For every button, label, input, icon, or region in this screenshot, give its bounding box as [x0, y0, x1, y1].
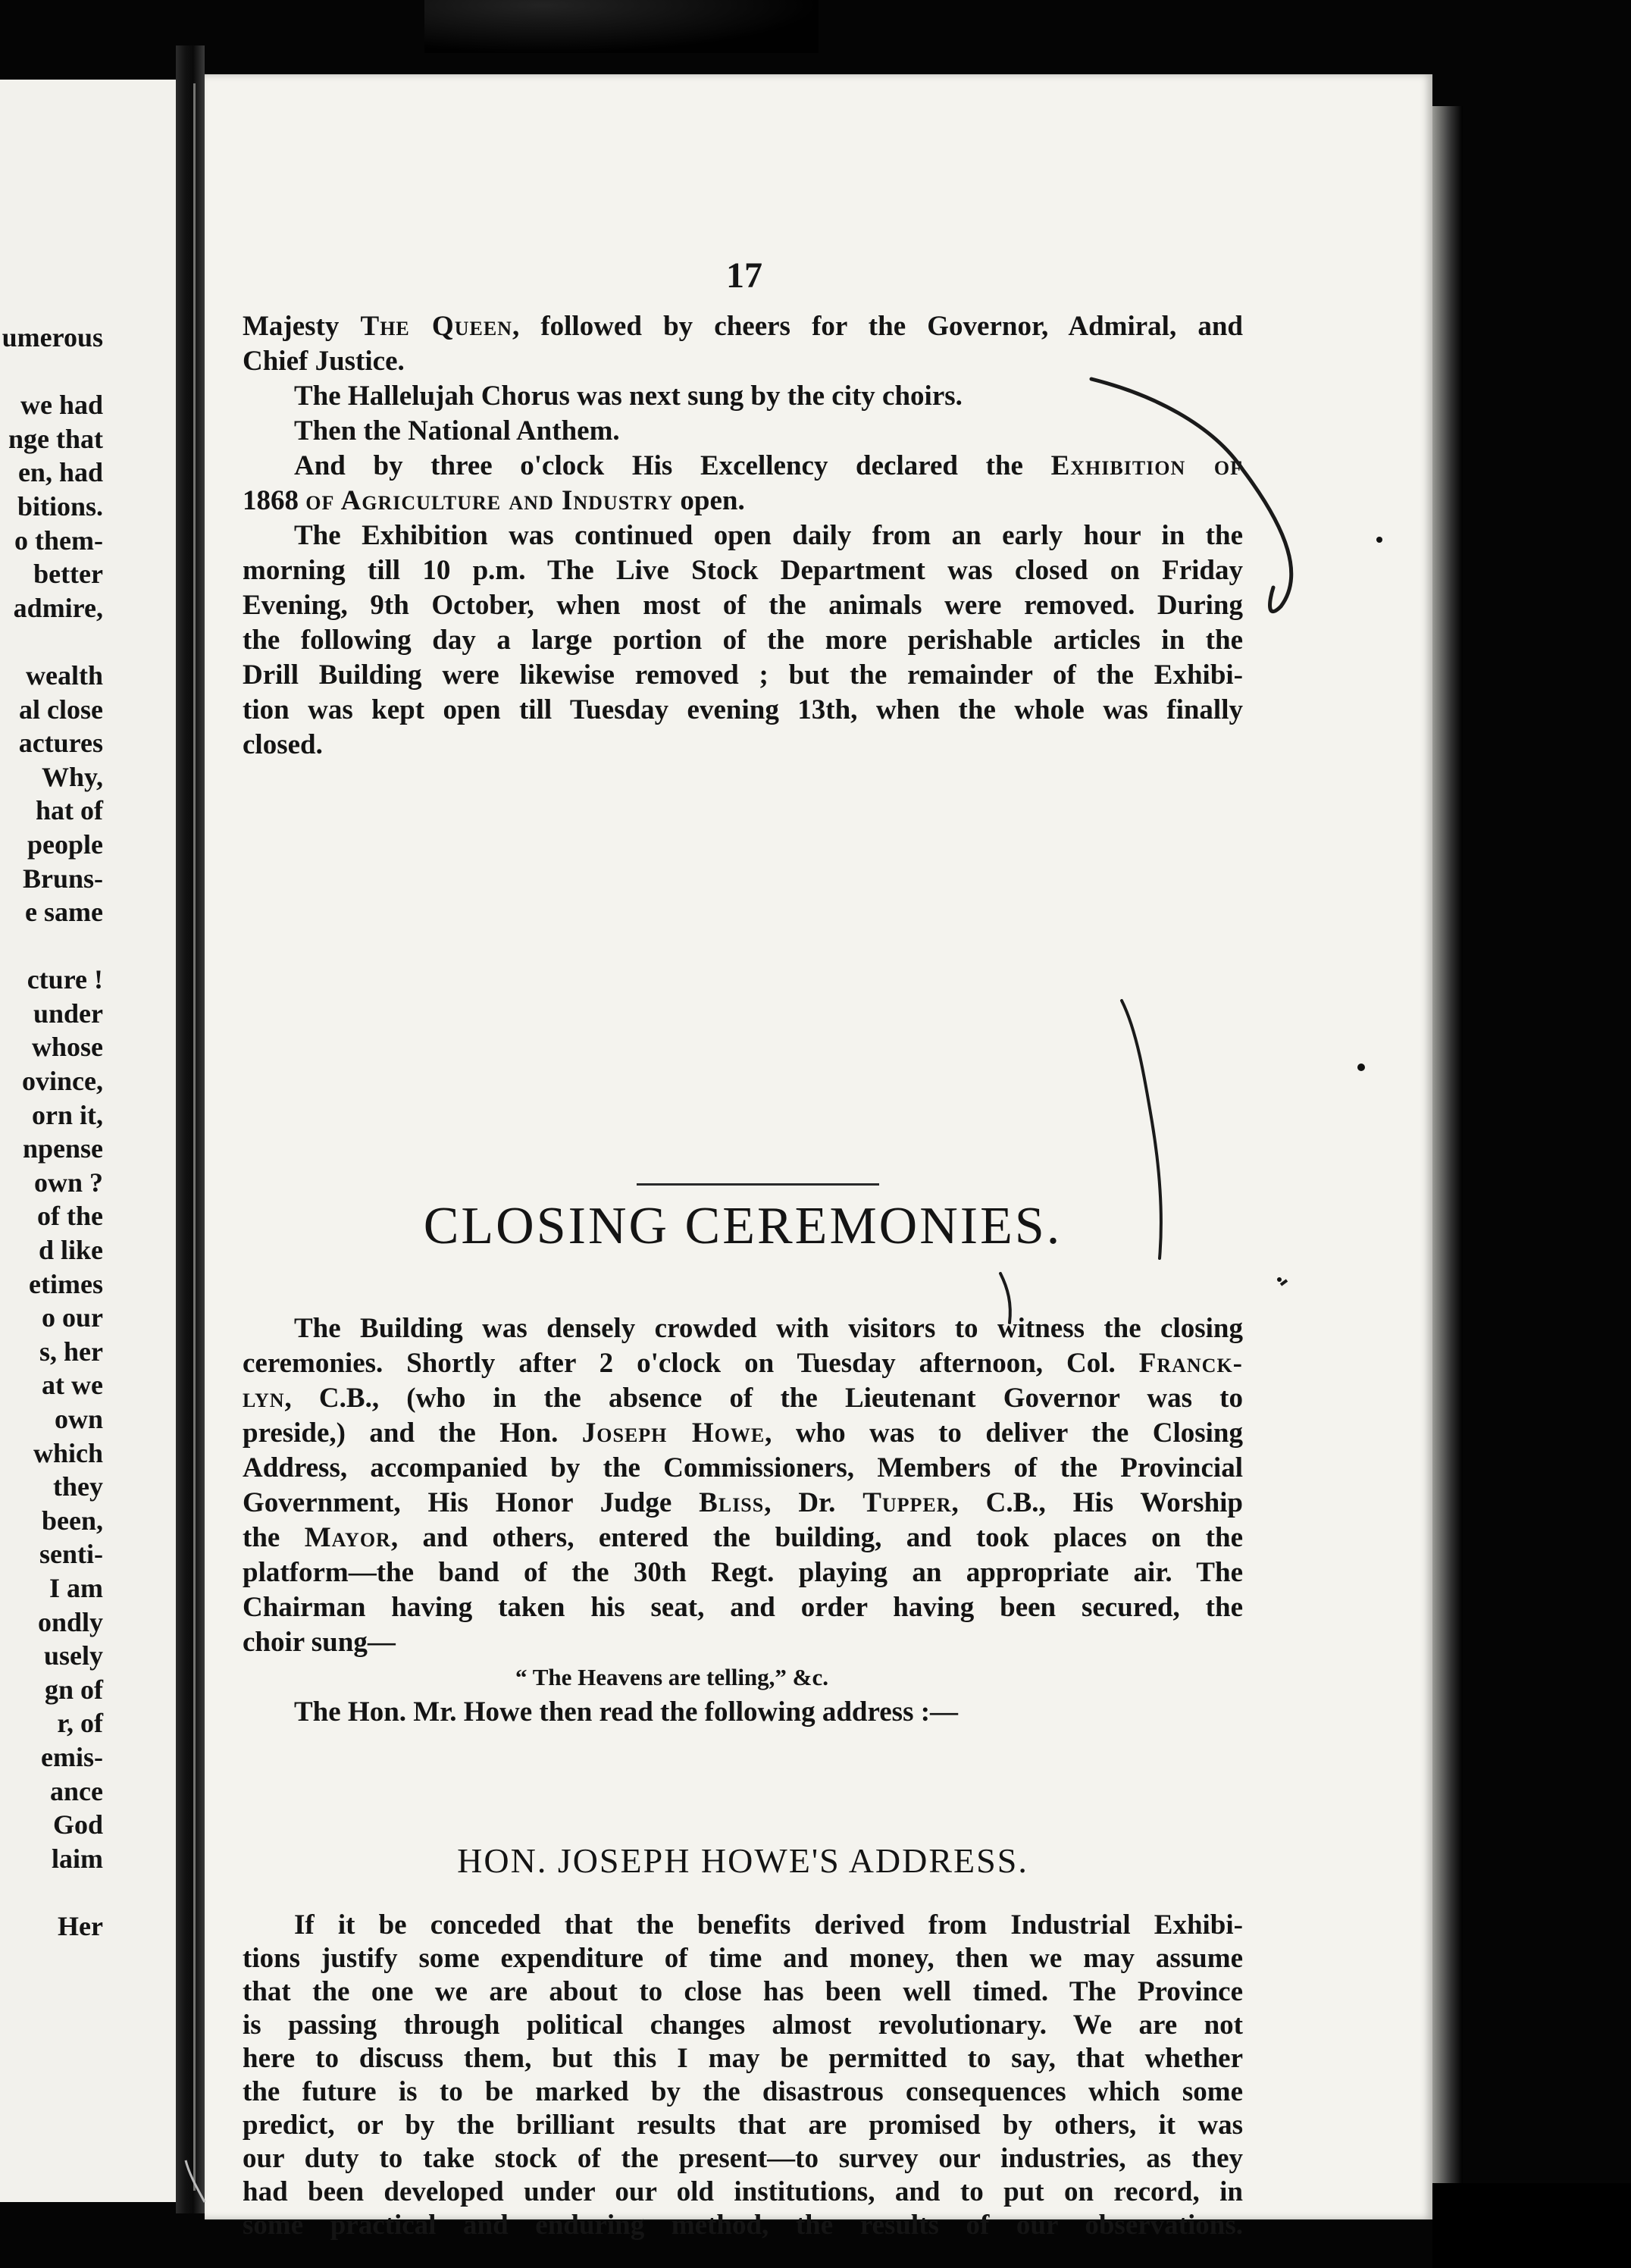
text-line: If it be conceded that the benefits derived from Industrial Exhibi- — [294, 1909, 1243, 1941]
facing-page-line: d like — [38, 1235, 103, 1266]
text-line: our duty to take stock of the present—to survey our industries, as they — [243, 2143, 1243, 2174]
text-line: the future is to be marked by the disastrous consequences which some — [243, 2076, 1243, 2107]
facing-page-line: better — [33, 559, 103, 590]
text-line: 1868 of Agriculture and Industry open. — [243, 485, 745, 516]
facing-page-line: senti- — [39, 1539, 103, 1570]
text-line: Drill Building were likewise removed ; but the remainder of the Exhibi- — [243, 659, 1243, 691]
address-paragraph — [243, 1909, 1243, 2242]
facing-page-fragment — [0, 80, 176, 2202]
page-right-edge — [1432, 106, 1463, 2198]
gutter-fold-line — [193, 83, 196, 2191]
facing-page-line: wealth — [26, 659, 103, 691]
text-line: some practical and enduring method, the results of our observations. — [243, 2210, 1243, 2241]
page-body — [243, 309, 1244, 2241]
facing-page-line: under — [33, 998, 103, 1029]
text-line: platform—the band of the 30th Regt. playing an appropriate air. The — [243, 1557, 1243, 1588]
facing-page-line: of the — [37, 1201, 103, 1232]
facing-page-line: which — [33, 1437, 103, 1468]
text-line: And by three o'clock His Excellency declared the Exhibition of — [294, 450, 1243, 481]
text-line: Majesty The Queen, followed by cheers for the Governor, Admiral, and — [243, 311, 1243, 342]
facing-page-line: ovince, — [22, 1066, 103, 1097]
howe-address-heading: HON. JOSEPH HOWE'S ADDRESS. — [457, 1841, 1028, 1880]
text-line: The Exhibition was continued open daily from an early hour in the — [294, 520, 1243, 551]
facing-page-line: r, of — [57, 1708, 103, 1739]
facing-page-line: Bruns- — [22, 863, 103, 894]
text-line: tions justify some expenditure of time and money, then we may assume — [243, 1943, 1243, 1974]
facing-page-line: etimes — [29, 1268, 103, 1299]
text-line: choir sung— — [243, 1627, 396, 1658]
text-line: Chairman having taken his seat, and order having been secured, the — [243, 1592, 1243, 1623]
facing-page-line: o them- — [14, 525, 103, 556]
text-line: Evening, 9th October, when most of the animals were removed. During — [243, 590, 1243, 621]
text-line: Then the National Anthem. — [294, 415, 620, 446]
text-line: Chief Justice. — [243, 346, 405, 377]
facing-page-line: own — [54, 1404, 103, 1434]
agriculture-industry-smallcaps: of Agriculture and Industry — [305, 485, 674, 516]
exhibition-paragraph — [243, 518, 1243, 763]
declaration-paragraph — [243, 449, 1243, 518]
text-line: the following day a large portion of the more perishable articles in the — [243, 625, 1243, 656]
text-line: Address, accompanied by the Commissioners, Members of the Provincial — [243, 1452, 1243, 1483]
anthem-paragraph — [243, 414, 1243, 449]
binding-gutter — [176, 45, 205, 2213]
section-rule — [637, 1183, 879, 1186]
page-number: 17 — [726, 255, 762, 296]
facing-page-line: at we — [42, 1370, 103, 1401]
facing-page-line: al close — [19, 694, 103, 725]
facing-page-line — [0, 355, 103, 389]
facing-page-line: usely — [43, 1640, 103, 1671]
facing-page-line: own ? — [33, 1167, 103, 1198]
facing-page-line: laim — [52, 1843, 103, 1874]
facing-page-line: admire, — [13, 592, 103, 623]
facing-page-line: actures — [18, 728, 103, 759]
facing-page-line: s, her — [39, 1336, 103, 1367]
facing-page-line: en, had — [17, 457, 103, 488]
facing-page-line: umerous — [2, 322, 103, 352]
facing-page-line: God — [52, 1809, 103, 1840]
facing-page-line — [0, 1875, 103, 1909]
facing-page-line: Her — [58, 1910, 103, 1941]
text-line: is passing through political changes almost revolutionary. We are not — [243, 2010, 1243, 2041]
exhibition-smallcaps: Exhibition of — [1050, 450, 1243, 481]
text-line: ceremonies. Shortly after 2 o'clock on Tuesday afternoon, Col. Franck- — [243, 1348, 1243, 1379]
facing-page-line: ondly — [37, 1606, 103, 1637]
text-line: had been developed under our old institutions, and to put on record, in — [243, 2176, 1243, 2207]
facing-page-text — [0, 321, 103, 1944]
closing-ceremonies-heading: CLOSING CEREMONIES. — [423, 1197, 1063, 1255]
facing-page-line: npense — [22, 1133, 103, 1164]
hallelujah-paragraph — [243, 379, 1243, 414]
facing-page-line: ance — [50, 1775, 103, 1806]
facing-page-line: people — [27, 829, 103, 860]
text-line: that the one we are about to close has been well timed. The Province — [243, 1976, 1243, 2007]
facing-page-line: been, — [42, 1505, 103, 1536]
text-line: here to discuss them, but this I may be permitted to say, that whether — [243, 2043, 1243, 2074]
choir-quote: “ The Heavens are telling,” &c. — [515, 1664, 829, 1690]
scan-corner — [1432, 2183, 1631, 2268]
facing-page-line — [0, 929, 103, 963]
text-line: Government, His Honor Judge Bliss, Dr. Tupper, C.B., His Worship — [243, 1487, 1244, 1518]
queen-paragraph — [243, 309, 1243, 379]
the-queen-smallcaps: The Queen — [360, 311, 512, 342]
facing-page-line: bitions. — [17, 490, 103, 522]
ceremony-paragraph — [243, 1311, 1243, 1730]
text-line: lyn, C.B., (who in the absence of the Lieutenant Governor was to — [243, 1383, 1243, 1414]
text-line: preside,) and the Hon. Joseph Howe, who was to deliver the Closing — [243, 1418, 1243, 1449]
facing-page-line — [0, 625, 103, 659]
facing-page-line: cture ! — [27, 964, 103, 995]
facing-page-line: orn it, — [32, 1099, 103, 1130]
facing-page-line: nge that — [8, 423, 103, 454]
facing-page-line: we had — [20, 390, 103, 421]
facing-page-line: hat of — [36, 795, 103, 826]
facing-page-line: I am — [49, 1572, 103, 1603]
text-line: the Mayor, and others, entered the building, and took places on the — [243, 1522, 1243, 1553]
facing-page-line: whose — [31, 1032, 103, 1063]
facing-page-line: o our — [42, 1302, 103, 1333]
facing-page-line: Why, — [41, 761, 103, 792]
text-line: closed. — [243, 729, 323, 760]
text-line: The Hon. Mr. Howe then read the following address :— — [294, 1696, 959, 1728]
text-line: tion was kept open till Tuesday evening 13th, when the whole was finally — [243, 694, 1243, 725]
facing-page-line: e same — [25, 897, 103, 928]
text-line: The Hallelujah Chorus was next sung by the city choirs. — [294, 381, 963, 412]
document-page — [205, 74, 1432, 2241]
text-line: predict, or by the brilliant results that are promised by others, it was — [243, 2110, 1243, 2141]
facing-page-line: gn of — [44, 1674, 103, 1705]
facing-page-line: emis- — [41, 1741, 103, 1772]
torn-top-edge — [424, 0, 819, 53]
facing-page-line: they — [53, 1471, 103, 1502]
text-line: The Building was densely crowded with visitors to witness the closing — [294, 1313, 1243, 1344]
text-line: morning till 10 p.m. The Live Stock Department was closed on Friday — [243, 555, 1243, 586]
